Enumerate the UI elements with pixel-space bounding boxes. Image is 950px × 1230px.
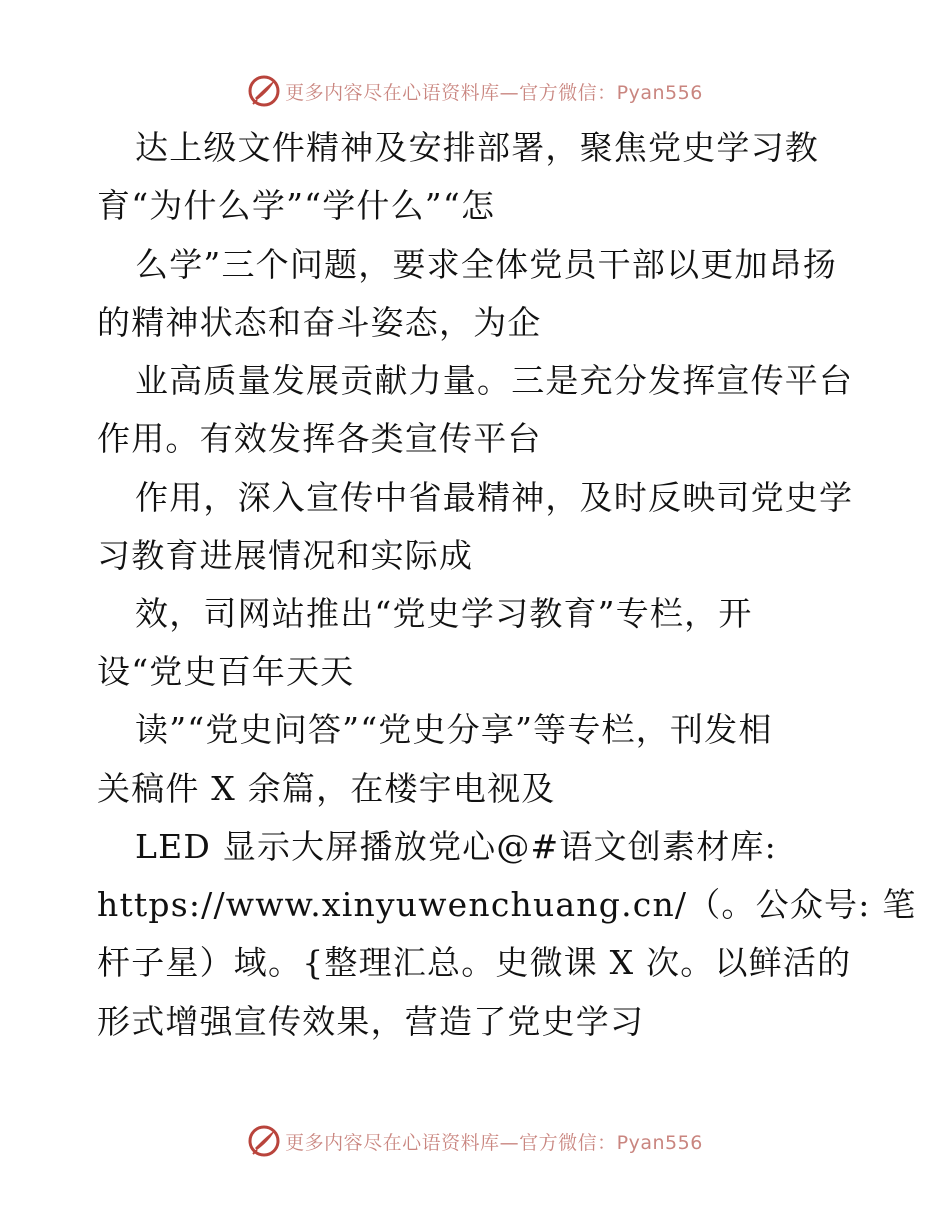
paragraph-line: 形式增强宣传效果，营造了党史学习: [97, 1002, 645, 1041]
paragraph-line: LED 显示大屏播放党心@#语文创素材库:: [135, 827, 777, 866]
paragraph-line: https://www.xinyuwenchuang.cn/（。公众号: 笔: [97, 885, 917, 924]
paragraph-line: 作用，深入宣传中省最精神，及时反映司党史学: [135, 478, 854, 517]
paragraph-line: 关稿件 X 余篇，在楼宇电视及: [97, 769, 556, 808]
paragraph-line: 设“党史百年天天: [97, 652, 355, 691]
paragraph-line: 读”“党史问答”“党史分享”等专栏，刊发相: [135, 710, 773, 749]
paragraph-line: 效，司网站推出“党史学习教育”专栏，开: [135, 594, 753, 633]
watermark-text: 更多内容尽在心语资料库—官方微信：Pyan556: [285, 1131, 703, 1154]
paragraph-line: 达上级文件精神及安排部署，聚焦党史学习教: [135, 128, 819, 167]
paragraph-line: 业高质量发展贡献力量。三是充分发挥宣传平台: [135, 361, 854, 400]
paragraph-line: 杆子星）域。{整理汇总。史微课 X 次。以鲜活的: [97, 943, 852, 982]
paragraph-line: 的精神状态和奋斗姿态，为企: [97, 303, 542, 342]
footer-watermark: [0, 1121, 950, 1161]
paragraph-line: 习教育进展情况和实际成: [97, 536, 474, 575]
paragraph-line: 育“为什么学”“学什么”“怎: [97, 186, 496, 225]
paragraph-line: 么学”三个问题，要求全体党员干部以更加昂扬: [135, 245, 838, 284]
quill-pen-logo-icon: [247, 1124, 281, 1158]
watermark-text: 更多内容尽在心语资料库—官方微信：Pyan556: [285, 81, 703, 104]
quill-pen-logo-icon: [247, 74, 281, 108]
header-watermark: [0, 71, 950, 111]
paragraph-line: 作用。有效发挥各类宣传平台: [97, 419, 542, 458]
